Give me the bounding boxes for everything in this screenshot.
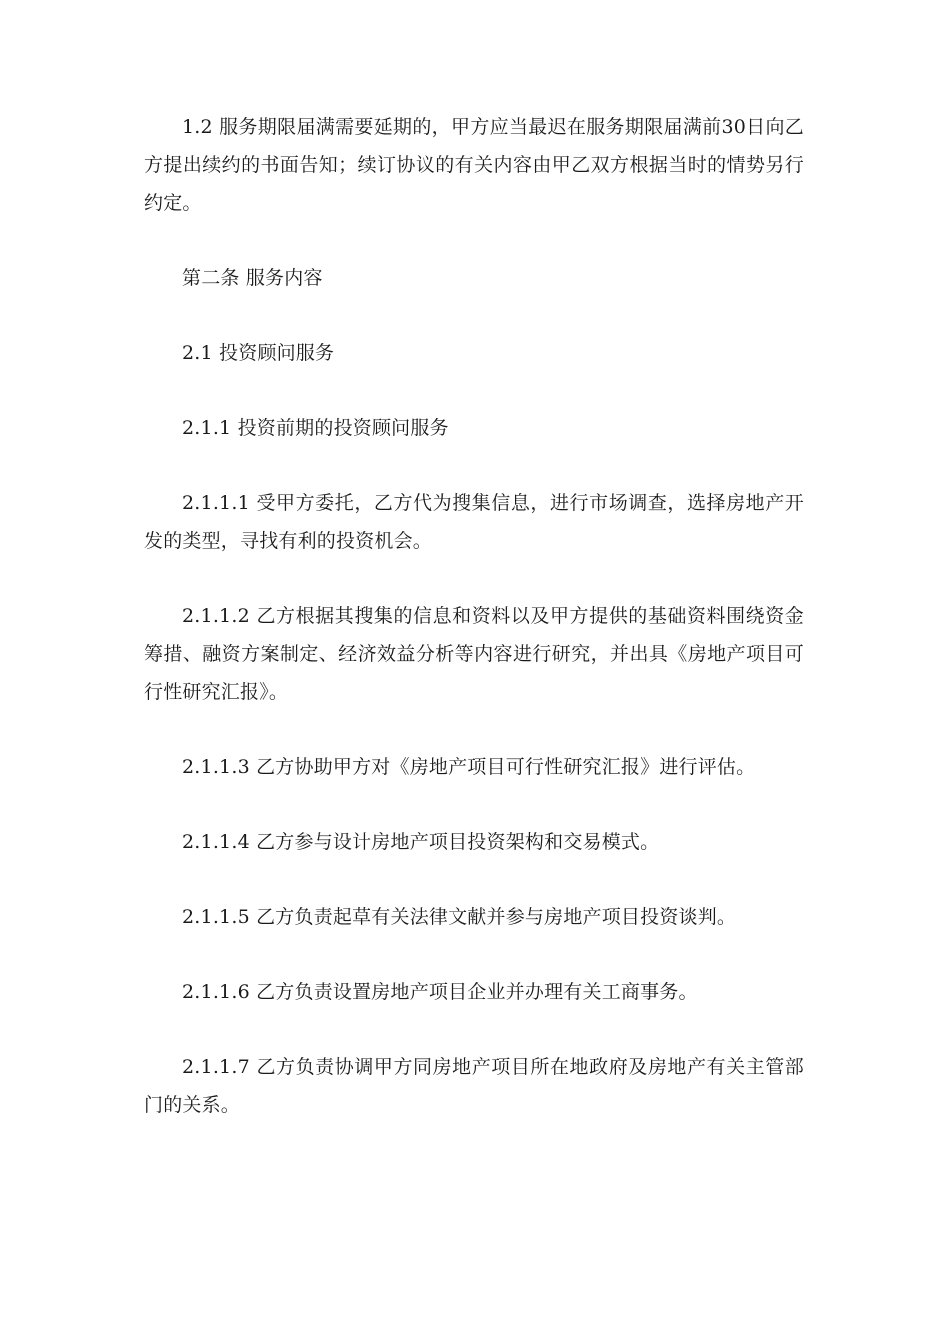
clause-2-1-1-4: 2.1.1.4 乙方参与设计房地产项目投资架构和交易模式。 xyxy=(182,831,660,853)
clause-2-1-1-1: 2.1.1.1 受甲方委托，乙方代为搜集信息，进行市场调查，选择房地产开发的类型，寻找有利的投资机会。 xyxy=(144,492,804,552)
clause-2-1-1-2: 2.1.1.2 乙方根据其搜集的信息和资料以及甲方提供的基础资料围绕资金筹措、融资方案制定、经济效益分析等内容进行研究，并出具《房地产项目可行性研究汇报》。 xyxy=(144,605,804,703)
clause-2-1-1-5: 2.1.1.5 乙方负责起草有关法律文献并参与房地产项目投资谈判。 xyxy=(182,906,737,928)
paragraph-1-2-renewal: 1.2 服务期限届满需要延期的，甲方应当最迟在服务期限届满前30日向乙方提出续约的书面告知；续订协议的有关内容由甲乙双方根据当时的情势另行约定。 xyxy=(144,116,804,214)
clause-2-1-1-6: 2.1.1.6 乙方负责设置房地产项目企业并办理有关工商事务。 xyxy=(182,981,698,1003)
section-heading-article-2: 第二条 服务内容 xyxy=(182,267,323,289)
clause-2-1-1-heading: 2.1.1 投资前期的投资顾问服务 xyxy=(182,417,449,439)
clause-2-1-1-3: 2.1.1.3 乙方协助甲方对《房地产项目可行性研究汇报》进行评估。 xyxy=(182,756,756,778)
clause-2-1-1-7: 2.1.1.7 乙方负责协调甲方同房地产项目所在地政府及房地产有关主管部门的关系。 xyxy=(144,1056,804,1116)
document-body xyxy=(144,108,804,1161)
clause-2-1-heading: 2.1 投资顾问服务 xyxy=(182,342,335,364)
